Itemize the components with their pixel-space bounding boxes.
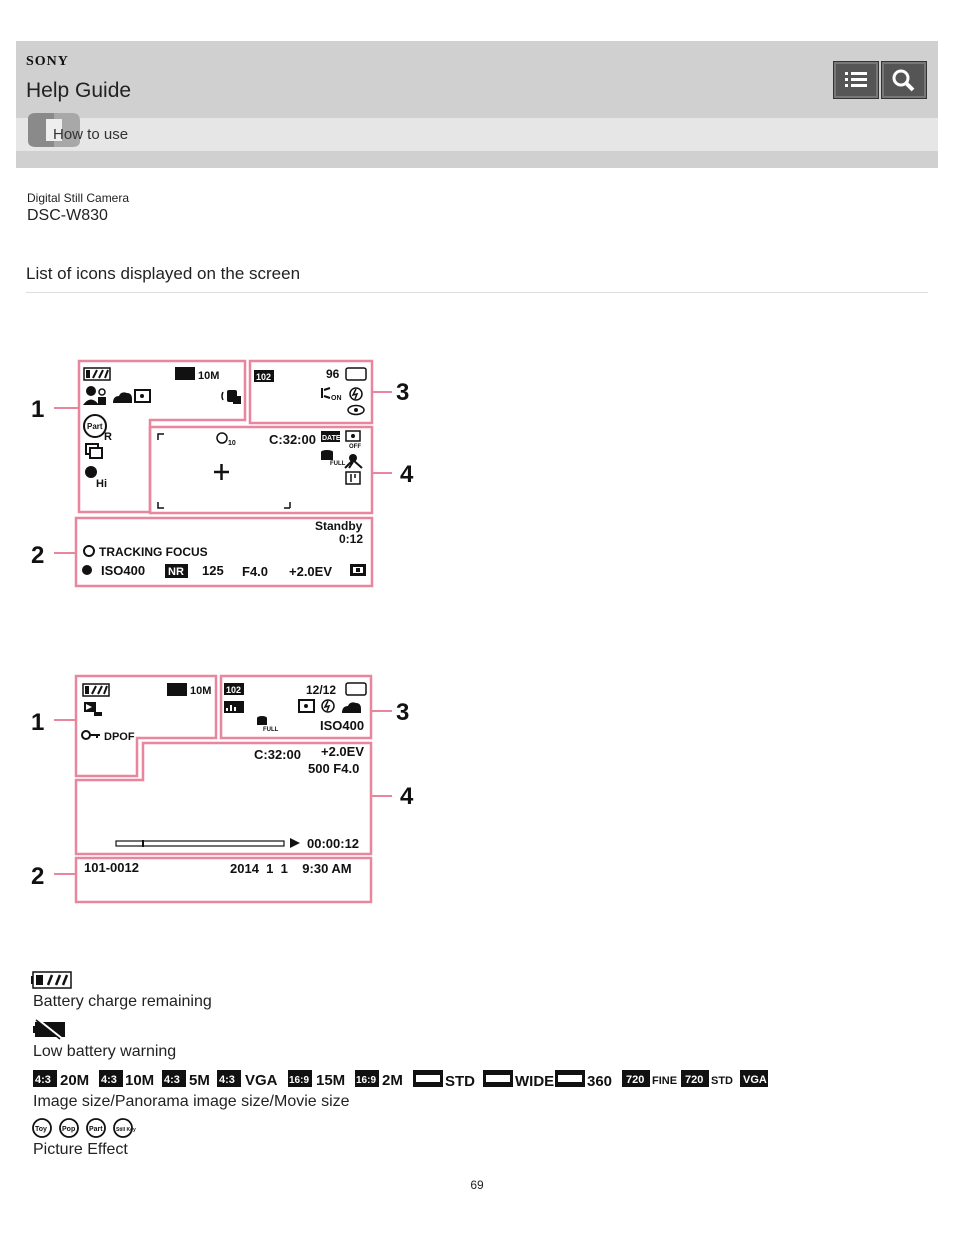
play-icon — [290, 838, 300, 848]
burst-hi-icon — [85, 466, 107, 490]
memory-card-icon-pb — [346, 683, 366, 695]
svg-text:360: 360 — [587, 1073, 613, 1090]
callout-2b: 2 — [31, 863, 45, 890]
iso-value-pb: ISO400 — [320, 718, 365, 733]
soft-snap-icon — [345, 454, 362, 468]
shutter-speed: 125 — [202, 563, 224, 578]
folder-icon-pb — [224, 683, 244, 695]
image-size-label: Image size/Panorama image size/Movie size — [33, 1093, 350, 1110]
svg-text:Toy: Toy — [35, 1126, 47, 1133]
exposure-value-pb: +2.0EV — [321, 744, 365, 759]
histogram-icon — [224, 701, 244, 713]
battery-icon-pb — [83, 684, 109, 696]
svg-text:WIDE: WIDE — [515, 1073, 555, 1090]
svg-text:10: 10 — [228, 440, 236, 447]
drive-mode-icon — [86, 444, 102, 458]
svg-text:STD: STD — [445, 1073, 475, 1090]
database-full-icon — [321, 450, 346, 467]
database-icon-pb — [257, 716, 279, 733]
aperture-value: F4.0 — [242, 564, 269, 579]
svg-text:FINE: FINE — [652, 1075, 678, 1087]
image-count: 12/12 — [306, 683, 337, 697]
red-eye-icon — [348, 406, 364, 415]
product-model: DSC-W830 — [27, 207, 108, 224]
svg-text:Pop: Pop — [62, 1126, 76, 1133]
product-category: Digital Still Camera — [27, 191, 130, 205]
dpof-label: DPOF — [104, 731, 135, 743]
callout-1b: 1 — [31, 709, 45, 736]
callout-1: 1 — [31, 396, 45, 423]
exposure-value: +2.0EV — [289, 564, 333, 579]
steadyshot-icon — [222, 390, 241, 404]
svg-text:102: 102 — [256, 372, 272, 382]
battery-icon — [84, 368, 110, 380]
shutter-aperture-pb: 500 F4.0 — [308, 761, 360, 776]
svg-text:Part: Part — [89, 1126, 103, 1133]
svg-text:4:3: 4:3 — [219, 1074, 235, 1086]
svg-text:20M: 20M — [60, 1072, 90, 1089]
playback-progress-bar — [116, 840, 284, 847]
svg-text:FULL: FULL — [263, 727, 279, 733]
focus-indicator-icon — [82, 565, 92, 575]
svg-text:4:3: 4:3 — [35, 1074, 51, 1086]
svg-text:NR: NR — [168, 566, 184, 578]
metering-mode-icon — [350, 564, 366, 576]
svg-text:VGA: VGA — [245, 1072, 278, 1089]
image-size-icons — [33, 1070, 768, 1090]
low-battery-label: Low battery warning — [33, 1043, 177, 1060]
protect-key-icon — [82, 731, 100, 739]
memory-card-icon — [346, 368, 366, 380]
ratio-4-3-icon — [175, 367, 195, 380]
svg-text:OFF: OFF — [349, 444, 361, 450]
white-balance-icon-pb — [342, 702, 361, 713]
flash-icon-pb — [322, 700, 334, 712]
battery-charge-label: Battery charge remaining — [33, 993, 212, 1010]
recording-time: C:32:00 — [269, 432, 316, 447]
image-size-pb: 10M — [190, 685, 212, 697]
help-guide-title[interactable]: Help Guide — [26, 79, 132, 102]
svg-text:4:3: 4:3 — [164, 1074, 180, 1086]
battery-low-icon — [33, 1020, 65, 1039]
image-size-10m: 10M — [198, 370, 220, 382]
svg-text:5M: 5M — [189, 1072, 210, 1089]
af-illuminator-icon — [322, 388, 342, 402]
standby-label: Standby — [315, 519, 363, 533]
tracking-focus-label: TRACKING FOCUS — [99, 545, 208, 559]
svg-text:720: 720 — [626, 1074, 645, 1086]
page-number: 69 — [470, 1178, 484, 1192]
date-stamp-icon — [321, 431, 341, 442]
image-quality-icon — [346, 472, 360, 484]
spot-af-crosshair — [214, 464, 229, 480]
recording-time-pb: C:32:00 — [254, 747, 301, 762]
flash-mode-icon — [350, 388, 362, 400]
svg-text:102: 102 — [226, 685, 242, 695]
white-balance-icon — [113, 392, 132, 403]
elapsed-time: 00:00:12 — [307, 836, 360, 851]
picture-effect-label: Picture Effect — [33, 1141, 128, 1158]
recording-date-time: 2014 1 1 9:30 AM — [230, 861, 352, 876]
svg-text:Still Key: Still Key — [116, 1127, 136, 1133]
svg-text:ON: ON — [331, 395, 342, 402]
callout-3b: 3 — [396, 699, 410, 726]
folder-icon — [254, 370, 274, 382]
picture-effect-icons — [33, 1119, 136, 1137]
metering-icon — [135, 390, 150, 402]
standby-time: 0:12 — [339, 532, 364, 546]
svg-text:VGA: VGA — [743, 1074, 767, 1086]
metering-icon-pb — [299, 700, 314, 712]
remaining-shots: 96 — [326, 367, 340, 381]
page-title: List of icons displayed on the screen — [26, 264, 301, 283]
iso-value: ISO400 — [101, 563, 146, 578]
svg-text:15M: 15M — [316, 1072, 346, 1089]
svg-text:STD: STD — [711, 1075, 733, 1087]
svg-text:DATE: DATE — [322, 435, 341, 442]
svg-text:FULL: FULL — [330, 461, 346, 467]
noise-reduction-icon — [165, 564, 188, 578]
svg-text:Hi: Hi — [96, 478, 107, 490]
svg-text:16:9: 16:9 — [356, 1075, 377, 1086]
svg-text:4:3: 4:3 — [101, 1074, 117, 1086]
callout-4b: 4 — [400, 783, 414, 810]
file-number: 101-0012 — [84, 860, 139, 875]
svg-text:720: 720 — [685, 1074, 704, 1086]
svg-text:10M: 10M — [125, 1072, 155, 1089]
breadcrumb-how-to-use[interactable]: How to use — [53, 126, 129, 143]
svg-text:2M: 2M — [382, 1072, 403, 1089]
sony-logo: SONY — [26, 54, 69, 69]
callout-2: 2 — [31, 542, 45, 569]
scene-recognition-icon — [83, 386, 106, 405]
svg-text:R: R — [104, 431, 112, 443]
self-timer-icon — [217, 433, 236, 447]
callout-3: 3 — [396, 379, 410, 406]
svg-text:16:9: 16:9 — [289, 1075, 310, 1086]
playback-mode-icon — [84, 702, 102, 716]
face-detection-off-icon — [346, 431, 361, 450]
callout-4: 4 — [400, 461, 414, 488]
picture-effect-part-icon — [84, 415, 112, 443]
tracking-focus-icon — [84, 546, 94, 556]
ratio-icon-pb — [167, 683, 187, 696]
battery-charge-icon — [31, 972, 71, 988]
svg-text:Part: Part — [87, 422, 103, 431]
